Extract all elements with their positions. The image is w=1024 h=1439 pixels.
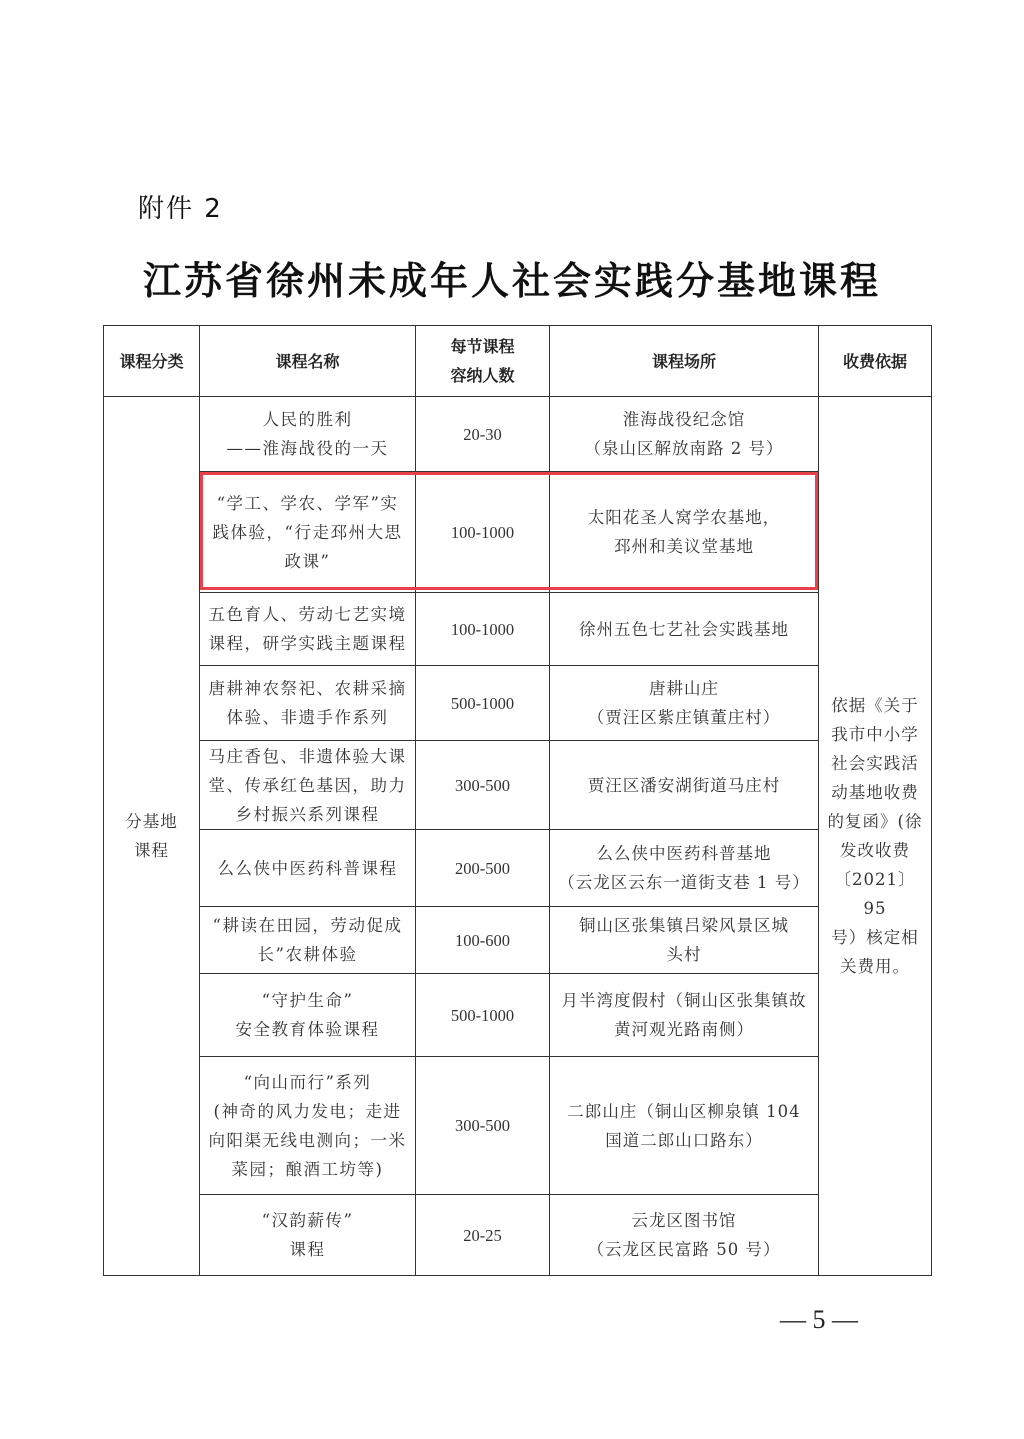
fee-basis-line: 号）核定相 [831, 928, 919, 947]
location-line: 国道二郎山口路东） [605, 1130, 763, 1150]
location-line: 邳州和美议堂基地 [614, 537, 754, 556]
course-name-line: 堂、传承红色基因，助力 [208, 775, 407, 795]
capacity-cell: 100-600 [416, 907, 550, 974]
location-cell [550, 666, 819, 741]
fee-basis-line: 动基地收费 [831, 783, 919, 802]
course-name-cell [200, 1195, 416, 1276]
course-name-line: 践体验，“行走邳州大思 [212, 522, 403, 542]
location-line: 太阳花圣人窝学农基地， [587, 508, 781, 527]
table-row [104, 974, 932, 1057]
course-name-cell [200, 741, 416, 830]
header-capacity-line: 每节课程 [450, 337, 515, 356]
location-cell [550, 1057, 819, 1195]
category-line: 分基地 [125, 812, 178, 831]
location-cell [550, 1195, 819, 1276]
location-line: （云龙区云东一道街支巷 1 号） [558, 873, 810, 892]
location-line: 铜山区张集镇吕梁风景区城 [579, 916, 789, 935]
category-line: 课程 [134, 841, 169, 860]
course-name-line: 体验、非遗手作系列 [226, 708, 389, 727]
table-row [104, 397, 932, 472]
document-title: 江苏省徐州未成年人社会实践分基地课程 [142, 258, 881, 303]
fee-basis-cell [819, 397, 932, 1276]
location-line: 淮海战役纪念馆 [622, 410, 746, 429]
course-name-cell [200, 472, 416, 593]
course-name-line: 唐耕神农祭祀、农耕采摘 [208, 679, 407, 698]
location-cell [550, 830, 819, 907]
location-line: 黄河观光路南侧） [614, 1020, 754, 1039]
table-header-row [104, 326, 932, 397]
course-name-line: 长”农耕体验 [257, 945, 358, 964]
course-name-cell [200, 593, 416, 666]
fee-basis-line: 依据《关于 [831, 696, 919, 715]
course-name-line: 课程 [289, 1240, 326, 1259]
course-name-line: “向山而行”系列 [243, 1072, 372, 1092]
attachment-label: 附件 2 [138, 194, 223, 224]
location-cell [550, 741, 819, 830]
course-name-cell [200, 974, 416, 1057]
course-name-line: 马庄香包、非遗体验大课 [208, 746, 407, 766]
header-fee: 收费依据 [819, 326, 932, 397]
fee-basis-line: 社会实践活 [831, 754, 919, 773]
course-name-cell [200, 666, 416, 741]
course-name-line: 向阳渠无线电测向；一米 [208, 1130, 407, 1150]
location-line: 贾汪区潘安湖街道马庄村 [587, 775, 781, 795]
course-name-line: 菜园；酿酒工坊等) [231, 1159, 384, 1179]
course-name-line: 人民的胜利 [262, 410, 353, 429]
fee-basis-line: 关费用。 [840, 957, 910, 976]
capacity-cell: 20-25 [416, 1195, 550, 1276]
location-line: 云龙区图书馆 [631, 1211, 737, 1230]
course-name-line: ——淮海战役的一天 [226, 439, 389, 458]
table-row [104, 1057, 932, 1195]
course-name-line: 政课” [284, 551, 331, 571]
location-line: 唐耕山庄 [649, 679, 719, 698]
fee-basis-line: 我市中小学 [831, 725, 919, 744]
course-name-cell [200, 830, 416, 907]
course-name-line: “汉韵薪传” [261, 1211, 354, 1230]
fee-basis-line: 〔2021〕95 [834, 870, 916, 918]
course-name-line: 乡村振兴系列课程 [235, 804, 380, 824]
course-name-line: 么么侠中医药科普课程 [217, 858, 398, 878]
course-name-cell [200, 397, 416, 472]
location-cell [550, 974, 819, 1057]
header-capacity [416, 326, 550, 397]
category-cell [104, 397, 200, 1276]
table-row [104, 1195, 932, 1276]
location-cell [550, 397, 819, 472]
location-cell [550, 907, 819, 974]
capacity-cell: 500-1000 [416, 666, 550, 741]
fee-basis-line: 发改收费 [840, 841, 910, 860]
location-line: 么么侠中医药科普基地 [596, 844, 772, 863]
location-line: 二郎山庄（铜山区柳泉镇 104 [567, 1101, 801, 1121]
location-line: （贾汪区紫庄镇董庄村） [587, 708, 781, 727]
table-row [104, 830, 932, 907]
page-number: — 5 — [780, 1305, 858, 1334]
fee-basis-line: 的复函》(徐 [827, 812, 923, 831]
location-cell [550, 593, 819, 666]
location-cell [550, 472, 819, 593]
header-capacity-line: 容纳人数 [450, 366, 515, 385]
location-line: 徐州五色七艺社会实践基地 [579, 619, 789, 639]
table-row [104, 741, 932, 830]
capacity-cell: 300-500 [416, 1057, 550, 1195]
location-line: （泉山区解放南路 2 号） [584, 439, 784, 458]
course-name-line: “守护生命” [261, 991, 354, 1010]
table-row [104, 472, 932, 593]
table-row [104, 907, 932, 974]
table-row [104, 666, 932, 741]
capacity-cell: 100-1000 [416, 593, 550, 666]
location-line: 月半湾度假村（铜山区张集镇故 [561, 991, 807, 1010]
location-line: （云龙区民富路 50 号） [587, 1240, 781, 1259]
capacity-cell: 500-1000 [416, 974, 550, 1057]
course-name-line: “学工、学农、学军”实 [216, 493, 399, 513]
course-name-cell [200, 907, 416, 974]
course-table [103, 325, 932, 1276]
capacity-cell: 20-30 [416, 397, 550, 472]
header-category: 课程分类 [104, 326, 200, 397]
course-name-line: (神奇的风力发电；走进 [213, 1101, 402, 1121]
course-name-line: 安全教育体验课程 [235, 1020, 380, 1039]
header-name: 课程名称 [200, 326, 416, 397]
location-line: 头村 [666, 945, 702, 964]
capacity-cell: 200-500 [416, 830, 550, 907]
table-row [104, 593, 932, 666]
header-location: 课程场所 [550, 326, 819, 397]
course-name-line: “耕读在田园，劳动促成 [212, 916, 403, 935]
course-name-line: 课程，研学实践主题课程 [208, 634, 407, 653]
course-name-cell [200, 1057, 416, 1195]
capacity-cell: 100-1000 [416, 472, 550, 593]
course-name-line: 五色育人、劳动七艺实境 [208, 605, 407, 624]
capacity-cell: 300-500 [416, 741, 550, 830]
